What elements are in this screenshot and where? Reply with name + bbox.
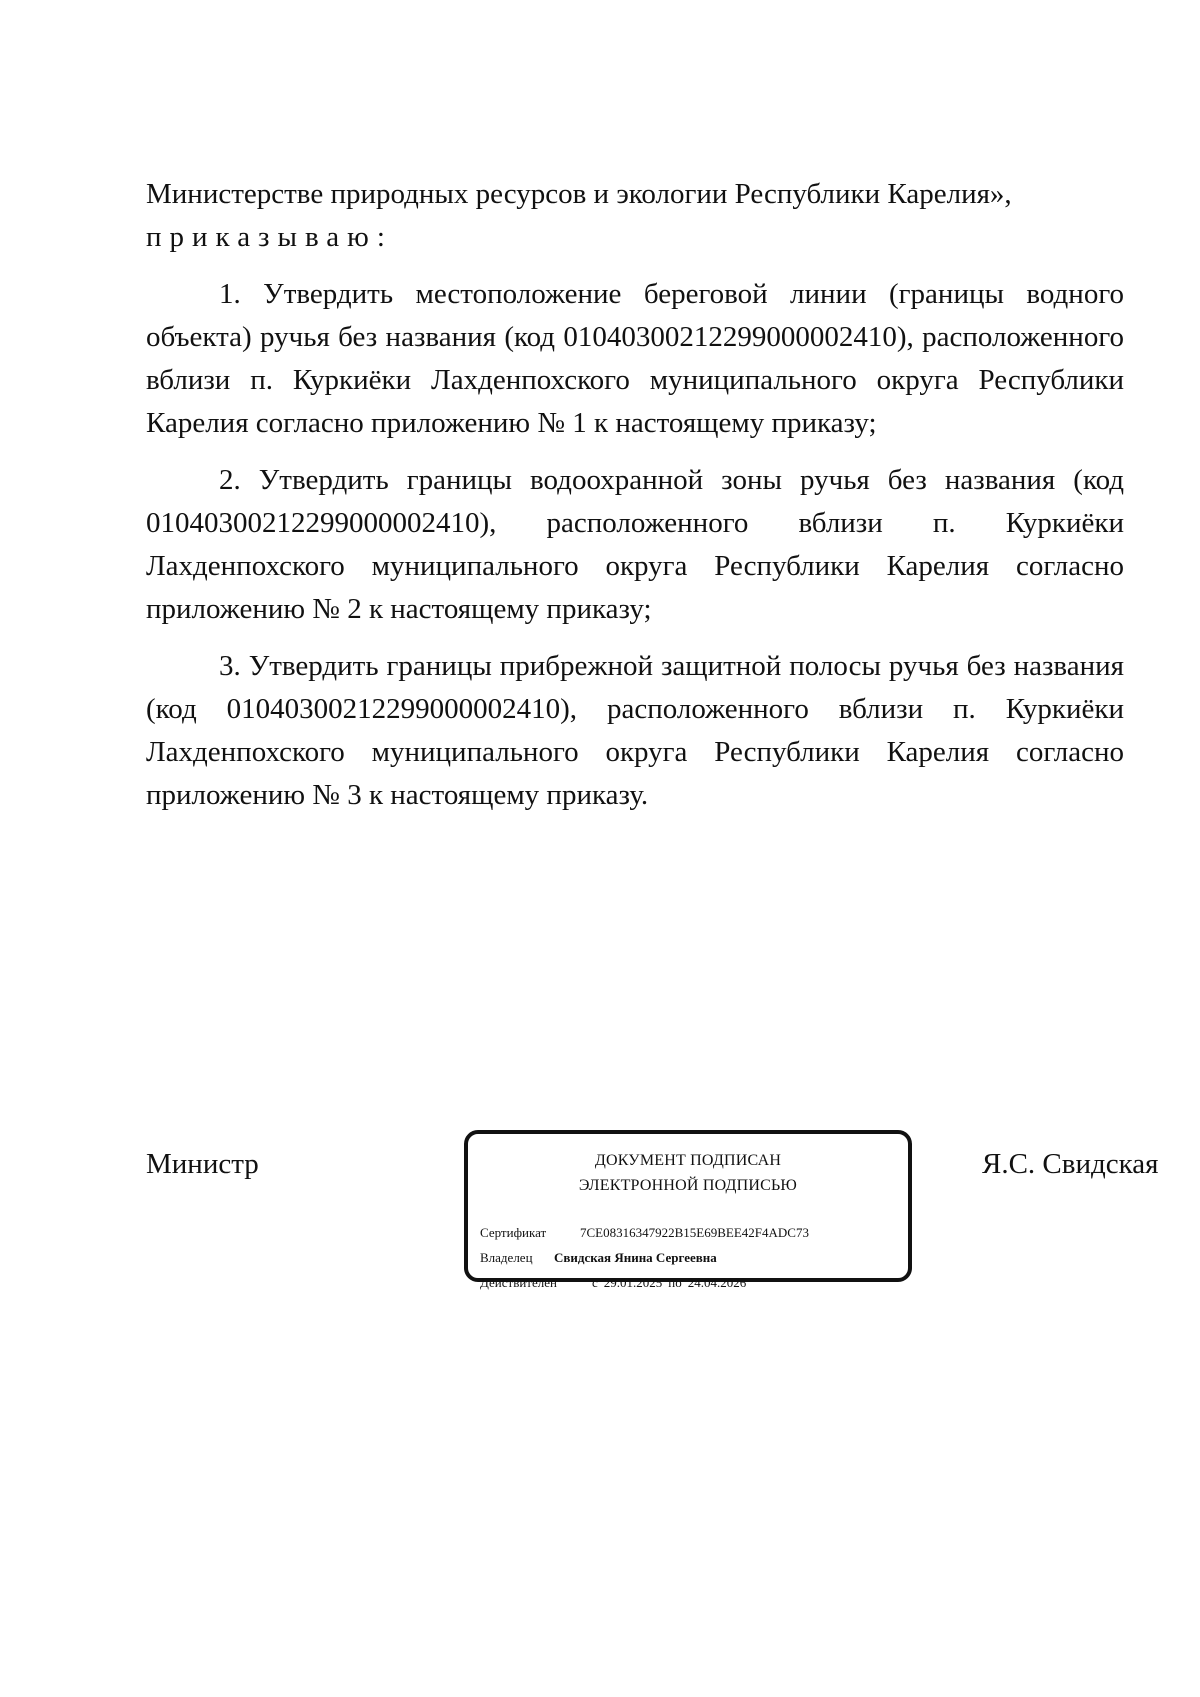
owner-label: Владелец xyxy=(480,1250,533,1265)
signer-name: Я.С. Свидская xyxy=(982,1148,1159,1180)
validity-label: Действителен xyxy=(480,1275,557,1290)
valid-from-date: 29.01.2025 xyxy=(603,1275,663,1290)
valid-to-prefix: по xyxy=(668,1275,682,1290)
valid-to-date: 24.04.2026 xyxy=(687,1275,747,1290)
electronic-signature-stamp xyxy=(464,1130,912,1290)
certificate-value: 7CE08316347922B15E69BEE42F4ADC73 xyxy=(580,1225,809,1240)
order-item-2: 2. Утвердить границы водоохранной зоны ручья без названия (код 01040300212299000002410), расположенного вблизи п. Куркиёки Лахденпохского муниципального округа Республики Карелия согласно приложению № 2 к настоящему приказу; xyxy=(146,464,1124,625)
signature-block xyxy=(146,1130,1159,1290)
order-keyword: приказываю: xyxy=(146,221,393,253)
document-body xyxy=(146,173,1124,817)
order-item-1: 1. Утвердить местоположение береговой линии (границы водного объекта) ручья без названия (код 01040300212299000002410), расположенного вблизи п. Куркиёки Лахденпохского муниципального округа Республики Карелия согласно приложению № 1 к настоящему приказу; xyxy=(146,278,1124,439)
signer-position: Министр xyxy=(146,1148,259,1180)
stamp-details xyxy=(480,1220,809,1295)
stamp-owner-row xyxy=(480,1245,809,1270)
stamp-certificate-row xyxy=(480,1220,809,1245)
stamp-header-line1: ДОКУМЕНТ ПОДПИСАН xyxy=(594,1152,782,1169)
certificate-label: Сертификат xyxy=(480,1225,547,1240)
valid-from-prefix: с xyxy=(592,1275,598,1290)
stamp-header-line2: ЭЛЕКТРОННОЙ ПОДПИСЬЮ xyxy=(578,1177,798,1194)
order-item-3: 3. Утвердить границы прибрежной защитной полосы ручья без названия (код 01040300212299000002410), расположенного вблизи п. Куркиёки Лахденпохского муниципального округа Республики Карелия согласно приложению № 3 к настоящему приказу. xyxy=(146,650,1124,811)
stamp-validity-row xyxy=(480,1270,809,1295)
intro-line: Министерстве природных ресурсов и экологии Республики Карелия», xyxy=(146,178,1012,210)
owner-value: Свидская Янина Сергеевна xyxy=(554,1250,717,1265)
stamp-header xyxy=(468,1148,908,1198)
